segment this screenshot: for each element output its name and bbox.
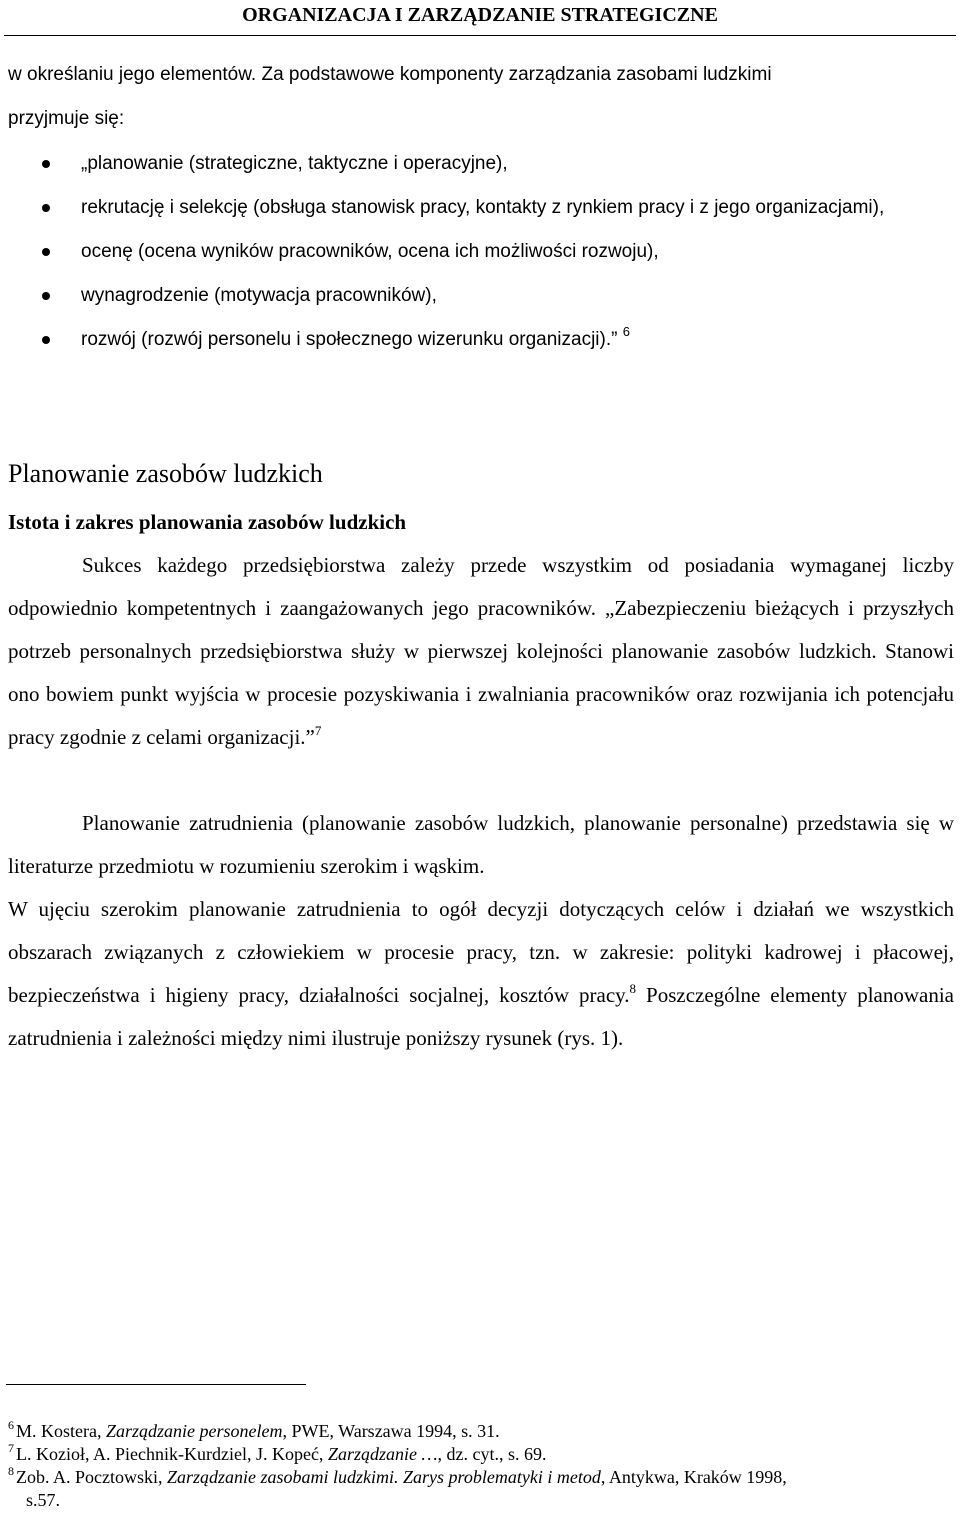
intro-line: w określaniu jego elementów. Za podstawowe komponenty zarządzania zasobami ludzkimi	[8, 64, 772, 85]
footnote-text: Zob. A. Pocztowski,	[16, 1467, 167, 1487]
footnote-text: , PWE, Warszawa 1994, s. 31.	[282, 1421, 500, 1441]
footnote-continuation: s.57.	[26, 1490, 61, 1510]
list-item-text: rozwój (rozwój personelu i społecznego wizerunku organizacji).”	[81, 329, 618, 350]
footnote-number: 7	[8, 1441, 14, 1455]
paragraph-2	[8, 802, 954, 1060]
list-item	[0, 142, 960, 186]
running-header: ORGANIZACJA I ZARZĄDZANIE STRATEGICZNE	[242, 4, 718, 26]
bullet-icon	[42, 204, 50, 212]
header-rule	[4, 35, 956, 36]
footnote-ref[interactable]: 6	[622, 324, 630, 339]
footnote-number: 8	[8, 1464, 14, 1478]
footnotes	[8, 1420, 948, 1512]
footnote-ref[interactable]: 8	[629, 981, 637, 996]
paragraph-text-body: Poszczególne elementy planowania zatrudnienia i zależności między nimi ilustruje poniższy rysunek (rys. 1).	[8, 983, 954, 1050]
section-subheading: Istota i zakres planowania zasobów ludzkich	[8, 510, 407, 534]
section-heading: Planowanie zasobów ludzkich	[8, 459, 323, 488]
list-item-text: wynagrodzenie (motywacja pracowników),	[81, 285, 437, 306]
footnote	[8, 1443, 948, 1466]
bullet-icon	[42, 248, 50, 256]
bullet-icon	[42, 292, 50, 300]
paragraph-1	[8, 544, 954, 759]
bullet-icon	[42, 336, 50, 344]
intro-line: przyjmuje się:	[8, 108, 125, 129]
footnote-title: Zarządzanie …	[327, 1444, 438, 1464]
list-item	[0, 186, 960, 230]
footnote-number: 6	[8, 1418, 14, 1432]
list-item-text: „planowanie (strategiczne, taktyczne i operacyjne),	[81, 153, 508, 174]
paragraph-text	[8, 888, 954, 1060]
footnote-text: , Antykwa, Kraków 1998,	[600, 1467, 787, 1487]
components-list	[0, 142, 960, 362]
intro-paragraph	[8, 53, 954, 141]
paragraph-text	[8, 544, 954, 759]
bullet-icon	[42, 160, 50, 168]
footnote-text: , dz. cyt., s. 69.	[437, 1444, 547, 1464]
paragraph-text: Planowanie zatrudnienia (planowanie zasobów ludzkich, planowanie personalne) przedstawia się w literaturze przedmiotu w rozumieniu szerokim i wąskim.	[8, 811, 954, 878]
footnote	[8, 1466, 948, 1489]
footnote-ref[interactable]: 7	[314, 723, 322, 738]
paragraph-text-body: W ujęciu szerokim planowanie zatrudnienia to ogół decyzji dotyczących celów i działań we wszystkich obszarach związanych z człowiekiem w procesie pracy, tzn. w zakresie: polityki kadrowej i płacowej, bezpieczeństwa i higieny pracy, działalności socjalnej, kosztów pracy.	[8, 897, 954, 1007]
list-item-text: rekrutację i selekcję (obsługa stanowisk pracy, kontakty z rynkiem pracy i z jego organizacjami),	[81, 197, 885, 218]
footnote-title: Zarządzanie personelem	[105, 1421, 283, 1441]
list-item	[0, 230, 960, 274]
footnote-text: L. Kozioł, A. Piechnik-Kurdziel, J. Kopeć,	[16, 1444, 328, 1464]
footnote-text: M. Kostera,	[16, 1421, 106, 1441]
paragraph-text-body: Sukces każdego przedsiębiorstwa zależy przede wszystkim od posiadania wymaganej liczby odpowiednio kompetentnych i zaangażowanych jego pracowników. „Zabezpieczeniu bieżących i przyszłych potrzeb personalnych przedsiębiorstwa służy w pierwszej kolejności planowanie zasobów ludzkich. Stanowi ono bowiem punkt wyjścia w procesie pozyskiwania i zwalniania pracowników oraz rozwijania ich potencjału pracy zgodnie z celami organizacji.”	[8, 553, 954, 749]
list-item-text: ocenę (ocena wyników pracowników, ocena ich możliwości rozwoju),	[81, 241, 659, 262]
list-item	[0, 318, 960, 362]
footnote	[8, 1420, 948, 1443]
list-item	[0, 274, 960, 318]
footnote-separator	[6, 1384, 306, 1385]
footnote-title: Zarządzanie zasobami ludzkimi. Zarys problematyki i metod	[167, 1467, 601, 1487]
